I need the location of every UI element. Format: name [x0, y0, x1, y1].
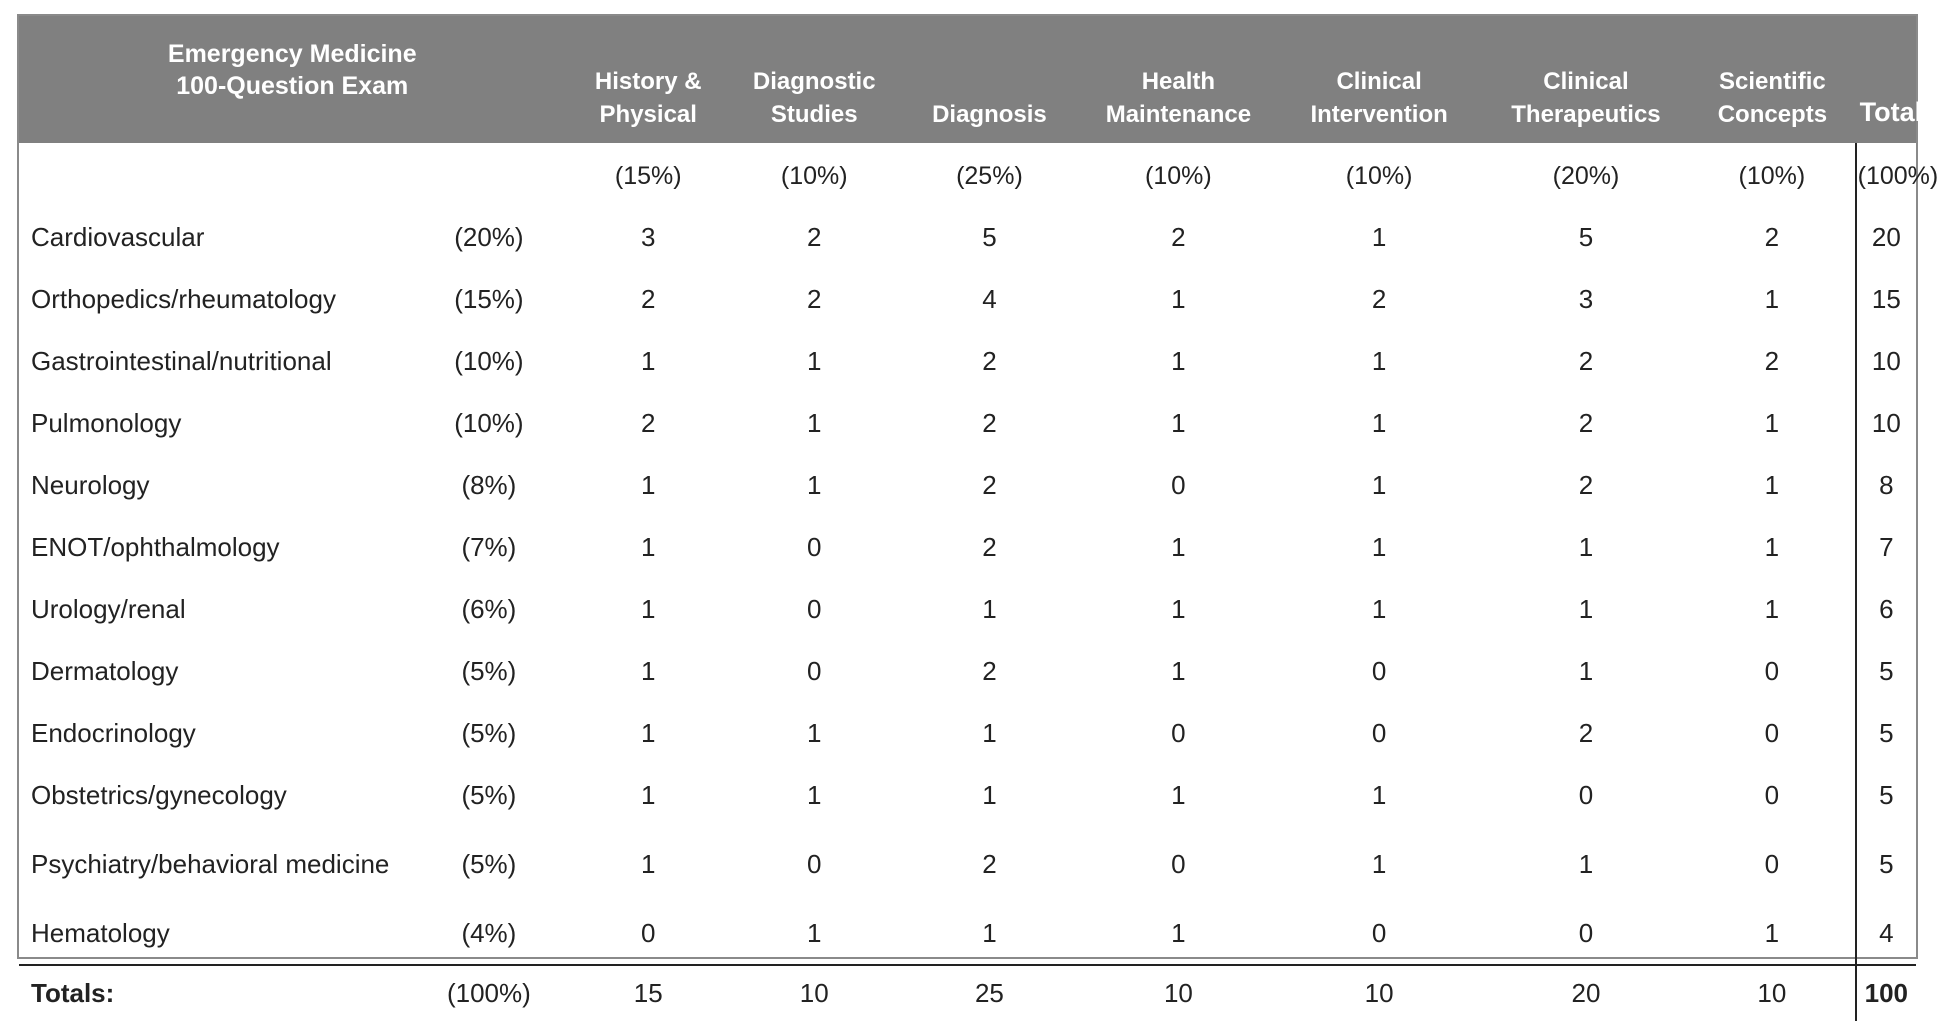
question-count-cell: 0 [1578, 779, 1594, 810]
row-percentage: (5%) [461, 848, 517, 879]
row-topic: Hematology [31, 918, 170, 948]
question-count-cell: 1 [1371, 469, 1387, 500]
row-percentage: (10%) [454, 345, 524, 376]
question-count-cell: 0 [807, 655, 822, 686]
row-topic: Cardiovascular [31, 222, 205, 252]
column-header: Clinical Intervention [1275, 16, 1482, 143]
column-header: Scientific Concepts [1689, 16, 1856, 143]
question-count-cell: 0 [1764, 655, 1780, 686]
question-count-cell: 1 [807, 469, 822, 500]
question-count-cell: 1 [1371, 221, 1387, 252]
row-total: 5 [1856, 764, 1916, 826]
row-percentage: (15%) [454, 283, 524, 314]
question-count-cell: 1 [807, 717, 822, 748]
question-count-cell: 1 [982, 593, 997, 624]
totals-column-header: Totals [1856, 16, 1916, 143]
question-count-cell: 1 [1764, 407, 1780, 438]
question-count-cell: 2 [982, 848, 997, 879]
question-count-cell: 0 [1171, 469, 1186, 500]
column-total: 10 [1689, 965, 1856, 1021]
column-weight: (25%) [956, 161, 1023, 190]
row-percentage: (4%) [461, 917, 517, 948]
column-header: Clinical Therapeutics [1483, 16, 1689, 143]
empty-cell [19, 143, 412, 206]
row-total: 5 [1856, 826, 1916, 902]
question-count-cell: 0 [1171, 717, 1186, 748]
question-count-cell: 1 [1171, 593, 1186, 624]
row-percentage: (20%) [454, 221, 524, 252]
question-count-cell: 2 [641, 283, 656, 314]
column-weight: (20%) [1552, 161, 1620, 190]
question-count-cell: 1 [641, 593, 656, 624]
table-title-line2: 100-Question Exam [176, 71, 409, 100]
column-header: Diagnostic Studies [731, 16, 898, 143]
question-count-cell: 2 [641, 407, 656, 438]
data-rows [19, 206, 1916, 965]
table-row [19, 826, 1916, 902]
question-count-cell: 2 [1578, 469, 1594, 500]
question-count-cell: 0 [1171, 848, 1186, 879]
question-count-cell: 5 [1578, 221, 1594, 252]
question-count-cell: 2 [1578, 345, 1594, 376]
question-count-cell: 4 [982, 283, 997, 314]
column-total: 25 [897, 965, 1081, 1021]
question-count-cell: 1 [807, 779, 822, 810]
question-count-cell: 2 [807, 221, 822, 252]
row-topic: Pulmonology [31, 408, 182, 438]
question-count-cell: 0 [1764, 779, 1780, 810]
question-count-cell: 0 [1764, 848, 1780, 879]
question-count-cell: 1 [1171, 345, 1186, 376]
grand-total: 100 [1856, 965, 1916, 1021]
question-count-cell: 1 [641, 469, 656, 500]
question-count-cell: 1 [1764, 531, 1780, 562]
question-count-cell: 1 [982, 779, 997, 810]
question-count-cell: 1 [1171, 655, 1186, 686]
question-count-cell: 1 [1764, 283, 1780, 314]
column-header: History & Physical [566, 16, 731, 143]
header-row [19, 16, 1916, 143]
question-count-cell: 2 [1371, 283, 1387, 314]
question-count-cell: 1 [641, 779, 656, 810]
row-percentage: (10%) [454, 407, 524, 438]
question-count-cell: 1 [1764, 469, 1780, 500]
exam-blueprint-table [19, 16, 1938, 1021]
question-count-cell: 0 [1764, 717, 1780, 748]
row-percentage: (5%) [461, 717, 517, 748]
row-total: 15 [1856, 268, 1916, 330]
row-percentage: (7%) [461, 531, 517, 562]
question-count-cell: 1 [1578, 848, 1594, 879]
question-count-cell: 2 [1171, 221, 1186, 252]
column-weight: (10%) [1738, 161, 1806, 190]
column-total: 20 [1483, 965, 1689, 1021]
question-count-cell: 1 [1171, 407, 1186, 438]
question-count-cell: 1 [641, 848, 656, 879]
row-percentage: (8%) [461, 469, 517, 500]
table-row [19, 268, 1916, 330]
table-row [19, 578, 1916, 640]
table-row [19, 392, 1916, 454]
question-count-cell: 1 [1578, 593, 1594, 624]
question-count-cell: 1 [807, 407, 822, 438]
question-count-cell: 0 [1371, 655, 1387, 686]
row-total: 7 [1856, 516, 1916, 578]
row-topic: Dermatology [31, 656, 179, 686]
question-count-cell: 1 [1171, 779, 1186, 810]
totals-label: Totals: [19, 965, 412, 1021]
question-count-cell: 1 [1764, 593, 1780, 624]
row-total: 6 [1856, 578, 1916, 640]
question-count-cell: 1 [807, 345, 822, 376]
weights-row [19, 143, 1916, 206]
row-topic: Gastrointestinal/nutritional [31, 346, 332, 376]
row-total: 20 [1856, 206, 1916, 268]
question-count-cell: 1 [641, 345, 656, 376]
question-count-cell: 1 [641, 655, 656, 686]
question-count-cell: 2 [1578, 717, 1594, 748]
row-total: 4 [1856, 902, 1916, 965]
column-weight: (10%) [1145, 161, 1212, 190]
exam-blueprint-table-frame [17, 14, 1938, 1008]
question-count-cell: 1 [641, 717, 656, 748]
question-count-cell: 1 [641, 531, 656, 562]
table-row [19, 454, 1916, 516]
column-total: 15 [566, 965, 731, 1021]
question-count-cell: 1 [1371, 345, 1387, 376]
column-weight: (10%) [1345, 161, 1413, 190]
column-total: 10 [1081, 965, 1275, 1021]
question-count-cell: 0 [1371, 717, 1387, 748]
question-count-cell: 3 [641, 221, 656, 252]
column-total: 10 [1275, 965, 1482, 1021]
question-count-cell: 1 [1371, 779, 1387, 810]
row-topic: Urology/renal [31, 594, 186, 624]
totals-row [19, 965, 1916, 1021]
question-count-cell: 3 [1578, 283, 1594, 314]
question-count-cell: 1 [1578, 655, 1594, 686]
question-count-cell: 2 [982, 531, 997, 562]
question-count-cell: 0 [1371, 917, 1387, 948]
column-weight: (15%) [614, 161, 682, 190]
question-count-cell: 0 [807, 848, 822, 879]
question-count-cell: 2 [1764, 345, 1780, 376]
question-count-cell: 1 [1578, 531, 1594, 562]
table-row [19, 330, 1916, 392]
question-count-cell: 0 [807, 531, 822, 562]
question-count-cell: 2 [1764, 221, 1780, 252]
table-title [19, 16, 566, 143]
question-count-cell: 1 [1171, 531, 1186, 562]
column-total: 10 [731, 965, 898, 1021]
totals-weight: (100%) [1856, 143, 1916, 206]
question-count-cell: 1 [1371, 407, 1387, 438]
row-total: 10 [1856, 392, 1916, 454]
question-count-cell: 0 [641, 917, 656, 948]
question-count-cell: 2 [807, 283, 822, 314]
question-count-cell: 1 [1171, 917, 1186, 948]
row-topic: Orthopedics/rheumatology [31, 284, 336, 314]
question-count-cell: 1 [1171, 283, 1186, 314]
question-count-cell: 5 [982, 221, 997, 252]
row-topic: Obstetrics/gynecology [31, 780, 287, 810]
column-header: Diagnosis [897, 16, 1081, 143]
question-count-cell: 2 [982, 655, 997, 686]
row-total: 5 [1856, 702, 1916, 764]
question-count-cell: 1 [982, 917, 997, 948]
row-percentage: (6%) [461, 593, 517, 624]
table-row [19, 640, 1916, 702]
row-topic: Endocrinology [31, 718, 196, 748]
row-percentage: (5%) [461, 779, 517, 810]
table-row [19, 902, 1916, 965]
row-total: 10 [1856, 330, 1916, 392]
table-title-line1: Emergency Medicine [167, 39, 417, 68]
empty-cell [412, 143, 565, 206]
question-count-cell: 1 [1371, 593, 1387, 624]
question-count-cell: 2 [982, 469, 997, 500]
question-count-cell: 0 [807, 593, 822, 624]
row-topic: Psychiatry/behavioral medicine [31, 849, 390, 879]
row-percentage: (5%) [461, 655, 517, 686]
question-count-cell: 2 [1578, 407, 1594, 438]
question-count-cell: 1 [982, 717, 997, 748]
row-topic: ENOT/ophthalmology [31, 532, 280, 562]
column-weight: (10%) [780, 161, 848, 190]
row-total: 5 [1856, 640, 1916, 702]
column-header: Health Maintenance [1081, 16, 1275, 143]
question-count-cell: 1 [807, 917, 822, 948]
question-count-cell: 0 [1578, 917, 1594, 948]
question-count-cell: 2 [982, 345, 997, 376]
question-count-cell: 1 [1371, 848, 1387, 879]
question-count-cell: 1 [1371, 531, 1387, 562]
row-total: 8 [1856, 454, 1916, 516]
question-count-cell: 1 [1764, 917, 1780, 948]
table-row [19, 516, 1916, 578]
totals-pct: (100%) [412, 965, 565, 1021]
question-count-cell: 2 [982, 407, 997, 438]
row-topic: Neurology [31, 470, 150, 500]
table-row [19, 206, 1916, 268]
table-row [19, 702, 1916, 764]
table-row [19, 764, 1916, 826]
